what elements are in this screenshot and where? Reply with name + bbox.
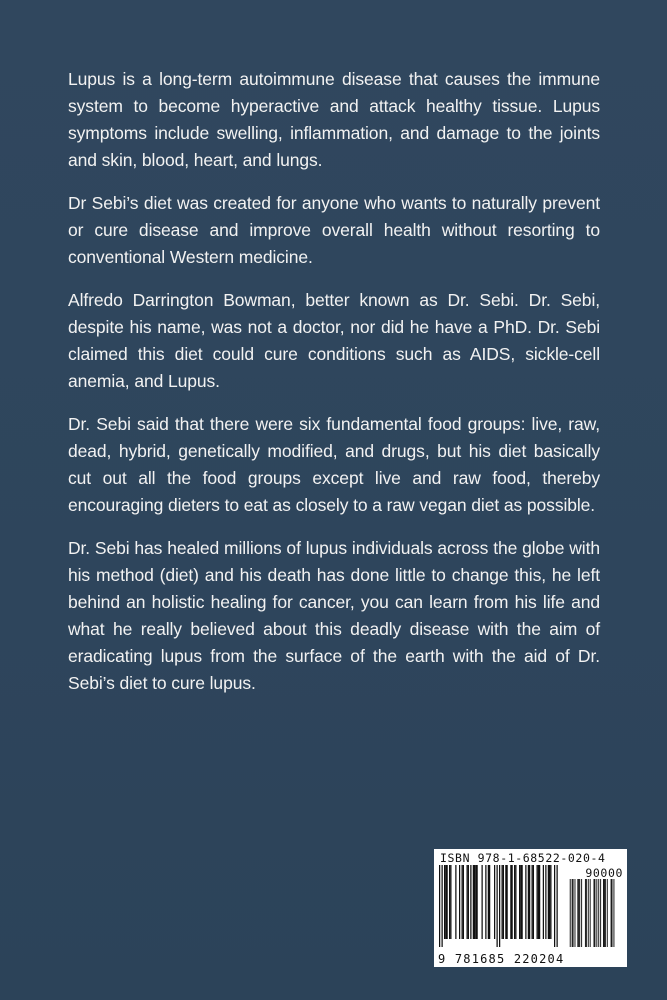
blurb-paragraph-2: Dr Sebi’s diet was created for anyone who wants to naturally prevent or cure disease and improve overall health without resorting to conventional Western medicine. — [68, 193, 600, 267]
barcode-bar — [543, 865, 544, 939]
barcode-bar — [545, 865, 546, 939]
addon-bar — [588, 879, 589, 947]
blurb-paragraph-4: Dr. Sebi said that there were six fundamental food groups: live, raw, dead, hybrid, genetically modified, and drugs, but his diet basically cut out all the food groups except live and raw food, thereby encouraging dieters to eat as closely to a raw vegan diet as possible. — [68, 414, 600, 515]
blurb-paragraph-5: Dr. Sebi has healed millions of lupus individuals across the globe with his method (diet) and his death has done little to change this, he left behind an holistic healing for cancer, you can learn from his life and what he really believed about this deadly disease with the aim of eradicating lupus from the surface of the earth with the aid of Dr. Sebi’s diet to cure lupus. — [68, 538, 600, 693]
addon-bar — [570, 879, 571, 947]
barcode-bar — [548, 865, 549, 939]
barcode-bar — [455, 865, 456, 939]
addon-bar — [573, 879, 574, 947]
barcode-bar — [482, 865, 483, 939]
addon-bar — [581, 879, 582, 947]
addon-bar — [579, 879, 580, 947]
barcode-bar — [522, 865, 523, 939]
barcode-bar — [550, 865, 551, 939]
addon-bar — [585, 879, 586, 947]
addon-bar — [612, 879, 613, 947]
barcode-bar — [468, 865, 469, 939]
barcode-bar — [445, 865, 446, 939]
barcode-bar — [449, 865, 450, 939]
barcode-bar — [539, 865, 540, 939]
barcode-bar — [554, 865, 555, 947]
barcode-bar — [515, 865, 516, 939]
addon-bar — [604, 879, 605, 947]
barcode-bar — [532, 865, 533, 939]
barcode-bar — [505, 865, 506, 939]
barcode-bar — [462, 865, 463, 939]
barcode-bar — [459, 865, 460, 939]
barcode-bar — [499, 865, 500, 947]
addon-bar — [594, 879, 595, 947]
addon-bar — [596, 879, 597, 947]
barcode-bar — [503, 865, 504, 939]
barcode-bar — [477, 865, 478, 939]
barcode-bar — [467, 865, 468, 939]
barcode-bar — [463, 865, 464, 939]
barcode-bar — [538, 865, 539, 939]
ean-digits: 9 781685 220204 — [438, 952, 565, 966]
barcode-bar — [525, 865, 526, 939]
barcode-bar — [489, 865, 490, 939]
barcode-bars — [439, 865, 622, 947]
blurb-text — [68, 66, 600, 713]
blurb-paragraph-3: Alfredo Darrington Bowman, better known as Dr. Sebi. Dr. Sebi, despite his name, was not a doctor, nor did he have a PhD. Dr. Sebi claimed this diet could cure conditions such as AIDS, sickle-cell anemia, and Lupus. — [68, 290, 600, 391]
barcode-bar — [444, 865, 445, 939]
barcode-bar — [533, 865, 534, 939]
barcode-bar — [485, 865, 486, 939]
barcode-bar — [497, 865, 498, 947]
price-code: 90000 — [585, 866, 623, 880]
barcode-bar — [470, 865, 471, 939]
addon-bar — [605, 879, 606, 947]
addon-bar — [598, 879, 599, 947]
barcode-bar — [520, 865, 521, 939]
barcode-bar — [510, 865, 511, 939]
barcode-bar — [494, 865, 495, 939]
addon-bar — [577, 879, 578, 947]
addon-bar — [613, 879, 614, 947]
barcode-bar — [474, 865, 475, 939]
addon-bar — [603, 879, 604, 947]
addon-bar — [607, 879, 608, 947]
barcode-bar — [475, 865, 476, 939]
barcode-bar — [439, 865, 440, 947]
barcode-bar — [473, 865, 474, 939]
barcode-bar — [502, 865, 503, 939]
addon-bar — [575, 879, 576, 947]
barcode-bar — [529, 865, 530, 939]
addon-bar — [590, 879, 591, 947]
barcode-bar — [512, 865, 513, 939]
barcode-bar — [442, 865, 443, 947]
barcode-bar — [528, 865, 529, 939]
addon-bar — [594, 879, 595, 947]
barcode-bar — [488, 865, 489, 939]
barcode-bar — [537, 865, 538, 939]
isbn-label: ISBN 978-1-68522-020-4 — [440, 851, 606, 865]
barcode-bar — [450, 865, 451, 939]
barcode-bar — [514, 865, 515, 939]
barcode-bar — [447, 865, 448, 939]
addon-bar — [572, 879, 573, 947]
isbn-barcode — [434, 849, 627, 967]
blurb-paragraph-1: Lupus is a long-term autoimmune disease that causes the immune system to become hyperactive and attack healthy tissue. Lupus symptoms include swelling, inflammation, and damage to the joints and skin, blood, heart, and lungs. — [68, 69, 600, 170]
barcode-bar — [549, 865, 550, 939]
barcode-bar — [507, 865, 508, 939]
addon-bar — [611, 879, 612, 947]
barcode-bar — [557, 865, 558, 947]
addon-bar — [578, 879, 579, 947]
addon-bar — [600, 879, 601, 947]
barcode-bar — [519, 865, 520, 939]
addon-bar — [586, 879, 587, 947]
